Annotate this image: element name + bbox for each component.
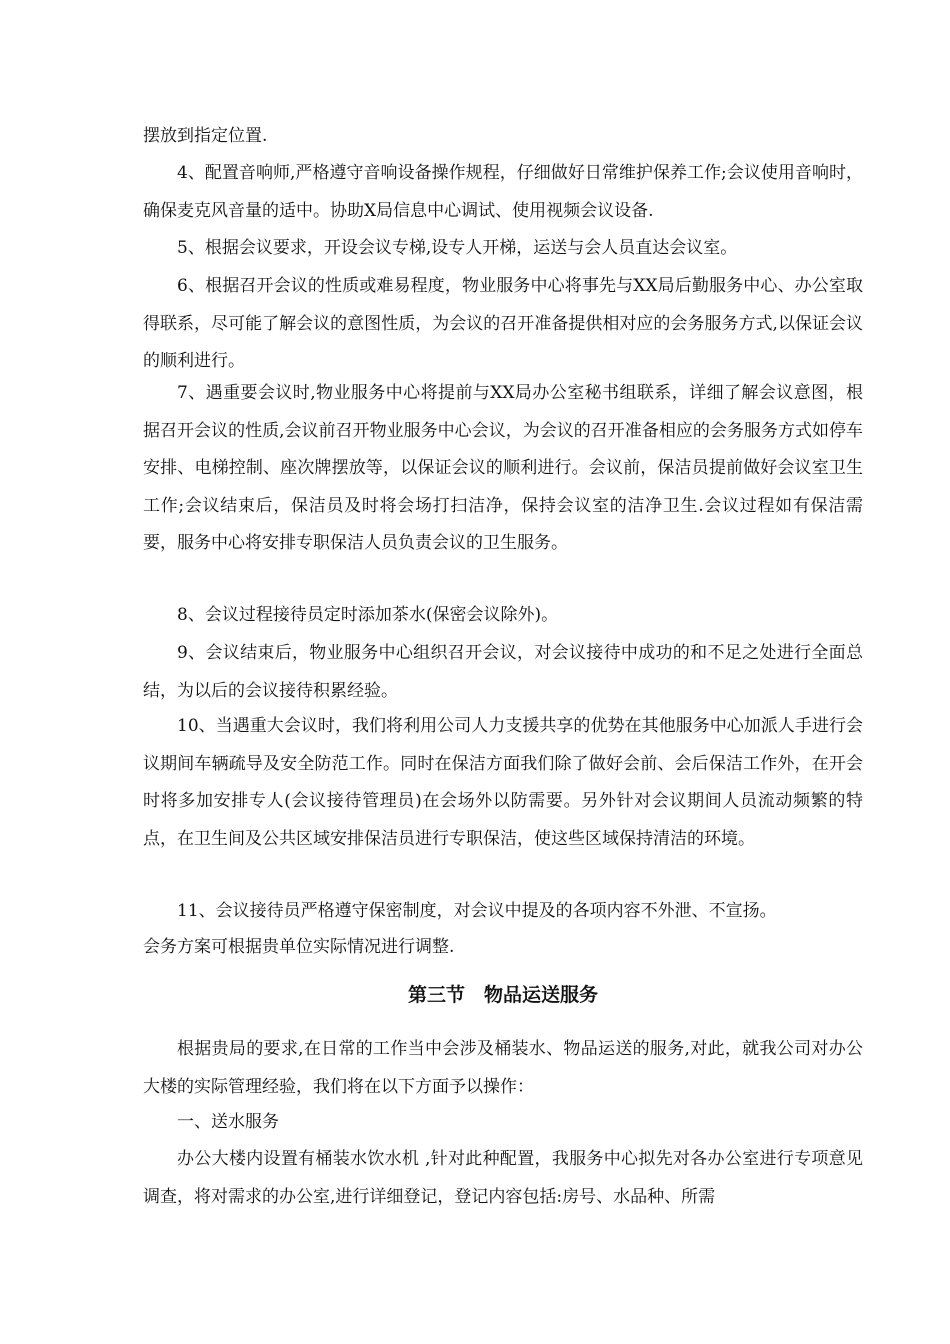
paragraph-note: 会务方案可根据贵单位实际情况进行调整. [143,937,455,957]
section-heading: 第三节 物品运送服务 [407,984,598,1006]
paragraph-water-service: 办公大楼内设置有桶装水饮水机 ,针对此种配置，我服务中心拟先对各办公室进行专项意见调查，将对需求的办公室,进行详细登记，登记内容包括:房号、水品种、所需 [143,1149,863,1207]
paragraph-item-6: 6、根据召开会议的性质或难易程度，物业服务中心将事先与XX局后勤服务中心、办公室取得联系，尽可能了解会议的意图性质，为会议的召开准备提供相对应的会务服务方式,以保证会议的顺利进行。 [143,276,863,371]
paragraph-continuation: 摆放到指定位置. [143,126,268,146]
paragraph-item-8: 8、会议过程接待员定时添加茶水(保密会议除外)。 [177,605,559,625]
paragraph-subheading-water: 一、送水服务 [177,1112,279,1132]
paragraph-item-5: 5、根据会议要求，开设会议专梯,设专人开梯，运送与会人员直达会议室。 [177,238,738,258]
paragraph-intro: 根据贵局的要求,在日常的工作当中会涉及桶装水、物品运送的服务,对此，就我公司对办公大楼的实际管理经验，我们将在以下方面予以操作： [143,1039,863,1097]
paragraph-item-10: 10、当遇重大会议时，我们将利用公司人力支援共享的优势在其他服务中心加派人手进行会议期间车辆疏导及安全防范工作。同时在保洁方面我们除了做好会前、会后保洁工作外，在开会时将多加安排专人(会议接待管理员)在会场外以防需要。另外针对会议期间人员流动频繁的特点，在卫生间及公共区域安排保洁员进行专职保洁，使这些区域保持清洁的环境。 [143,716,863,849]
paragraph-item-7: 7、遇重要会议时,物业服务中心将提前与XX局办公室秘书组联系，详细了解会议意图，根据召开会议的性质,会议前召开物业服务中心会议，为会议的召开准备相应的会务服务方式如停车安排、电梯控制、座次牌摆放等，以保证会议的顺利进行。会议前，保洁员提前做好会议室卫生工作;会议结束后，保洁员及时将会场打扫洁净，保持会议室的洁净卫生.会议过程如有保洁需要，服务中心将安排专职保洁人员负责会议的卫生服务。 [143,383,863,553]
paragraph-item-9: 9、会议结束后，物业服务中心组织召开会议，对会议接待中成功的和不足之处进行全面总结，为以后的会议接待积累经验。 [143,643,863,701]
paragraph-item-11: 11、会议接待员严格遵守保密制度，对会议中提及的各项内容不外泄、不宣扬。 [177,901,777,921]
paragraph-item-4: 4、配置音响师,严格遵守音响设备操作规程，仔细做好日常维护保养工作;会议使用音响时，确保麦克风音量的适中。协助X局信息中心调试、使用视频会议设备. [143,163,863,221]
